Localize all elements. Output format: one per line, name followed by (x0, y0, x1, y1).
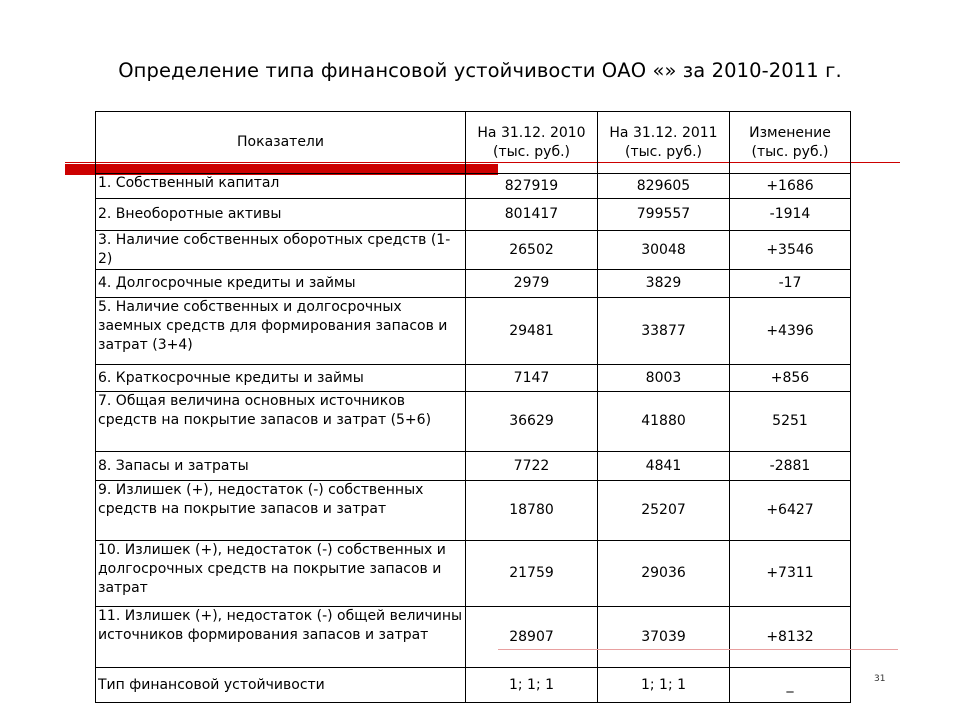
value-change: +4396 (730, 298, 851, 365)
value-2010: 7722 (466, 452, 598, 481)
header-2011: На 31.12. 2011 (тыс. руб.) (598, 112, 730, 174)
value-2011: 30048 (598, 231, 730, 270)
value-2010: 7147 (466, 365, 598, 392)
value-2010: 2979 (466, 270, 598, 298)
value-2010: 801417 (466, 199, 598, 231)
value-2011: 8003 (598, 365, 730, 392)
value-2011: 41880 (598, 392, 730, 452)
table-row (96, 481, 851, 541)
financial-stability-table (95, 111, 851, 703)
table-header-row (96, 112, 851, 174)
value-change: +1686 (730, 174, 851, 199)
header-2010: На 31.12. 2010 (тыс. руб.) (466, 112, 598, 174)
value-2010: 18780 (466, 481, 598, 541)
page-number: 31 (874, 674, 886, 684)
value-2011: 3829 (598, 270, 730, 298)
row-label: 5. Наличие собственных и долгосрочных заемных средств для формирования запасов и затрат (3+4) (96, 298, 466, 365)
table-row (96, 199, 851, 231)
value-change: +8132 (730, 607, 851, 668)
table-row (96, 231, 851, 270)
value-change: +856 (730, 365, 851, 392)
value-2011: 1; 1; 1 (598, 668, 730, 703)
table-row (96, 298, 851, 365)
value-2010: 29481 (466, 298, 598, 365)
value-change: -2881 (730, 452, 851, 481)
row-label: 8. Запасы и затраты (96, 452, 466, 481)
row-label: 6. Краткосрочные кредиты и займы (96, 365, 466, 392)
value-2010: 21759 (466, 541, 598, 607)
table-row (96, 607, 851, 668)
page-title: Определение типа финансовой устойчивости ОАО «» за 2010-2011 г. (118, 59, 842, 82)
value-change: +6427 (730, 481, 851, 541)
row-label: 9. Излишек (+), недостаток (-) собственных средств на покрытие запасов и затрат (96, 481, 466, 541)
table-row (96, 365, 851, 392)
value-2010: 1; 1; 1 (466, 668, 598, 703)
value-2010: 36629 (466, 392, 598, 452)
table-row (96, 174, 851, 199)
value-change: -17 (730, 270, 851, 298)
value-change: -1914 (730, 199, 851, 231)
row-label: 2. Внеоборотные активы (96, 199, 466, 231)
value-2011: 4841 (598, 452, 730, 481)
value-change: _ (730, 668, 851, 703)
value-change: 5251 (730, 392, 851, 452)
value-2011: 33877 (598, 298, 730, 365)
row-label: Тип финансовой устойчивости (96, 668, 466, 703)
row-label: 7. Общая величина основных источников средств на покрытие запасов и затрат (5+6) (96, 392, 466, 452)
table-row (96, 541, 851, 607)
value-change: +7311 (730, 541, 851, 607)
row-label: 4. Долгосрочные кредиты и займы (96, 270, 466, 298)
value-change: +3546 (730, 231, 851, 270)
header-change: Изменение (тыс. руб.) (730, 112, 851, 174)
row-label: 11. Излишек (+), недостаток (-) общей величины источников формирования запасов и затрат (96, 607, 466, 668)
value-2010: 26502 (466, 231, 598, 270)
value-2011: 829605 (598, 174, 730, 199)
table-row (96, 452, 851, 481)
header-indicator: Показатели (96, 112, 466, 174)
value-2011: 29036 (598, 541, 730, 607)
accent-line-bottom (498, 649, 898, 650)
table-row (96, 668, 851, 703)
row-label: 10. Излишек (+), недостаток (-) собственных и долгосрочных средств на покрытие запасов и затрат (96, 541, 466, 607)
value-2010: 827919 (466, 174, 598, 199)
row-label: 1. Собственный капитал (96, 174, 466, 199)
value-2010: 28907 (466, 607, 598, 668)
table-row (96, 270, 851, 298)
value-2011: 37039 (598, 607, 730, 668)
value-2011: 25207 (598, 481, 730, 541)
value-2011: 799557 (598, 199, 730, 231)
table-row (96, 392, 851, 452)
row-label: 3. Наличие собственных оборотных средств (1-2) (96, 231, 466, 270)
